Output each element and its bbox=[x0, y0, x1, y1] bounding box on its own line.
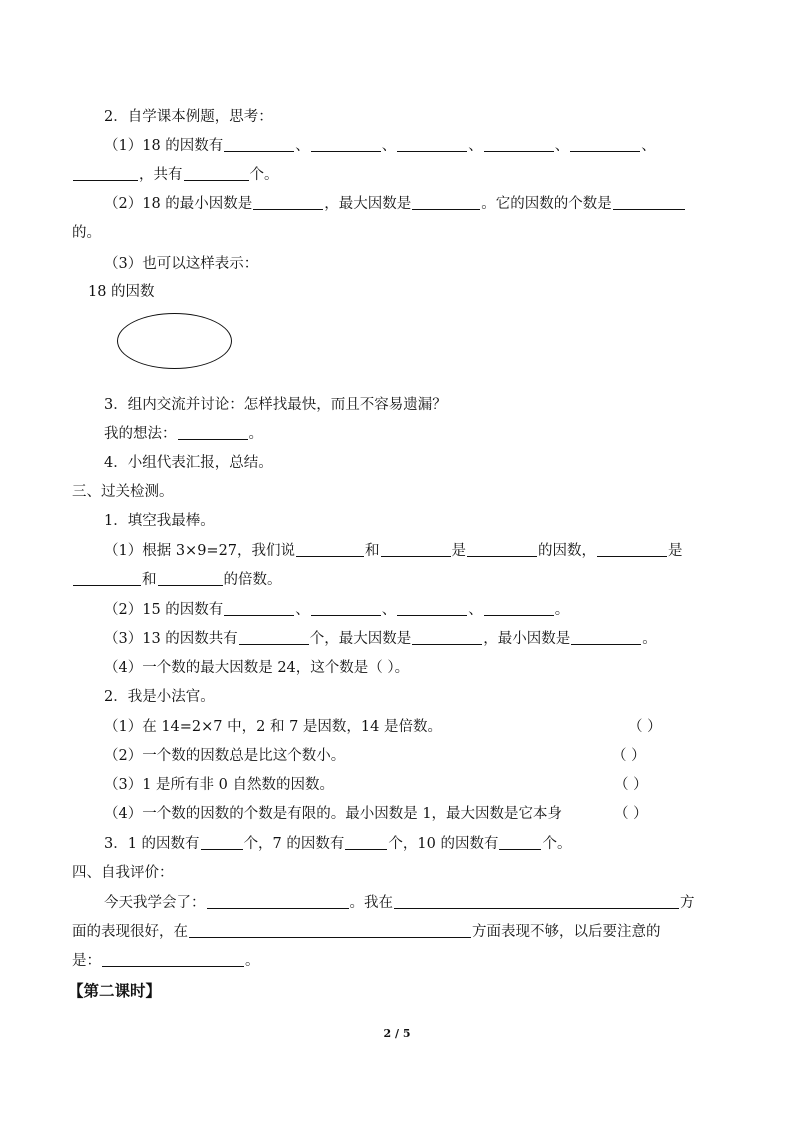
eval-blank[interactable] bbox=[207, 894, 349, 909]
idea-line bbox=[104, 424, 263, 444]
section-3-title: 3．组内交流并讨论：怎样找最快，而且不容易遗漏？ bbox=[104, 397, 447, 413]
eval-text: 。我在 bbox=[349, 895, 393, 911]
answer-blank[interactable] bbox=[571, 630, 641, 645]
answer-blank[interactable] bbox=[239, 630, 309, 645]
fill-1-line bbox=[104, 541, 683, 561]
fill-text: （3）13 的因数共有 bbox=[104, 631, 238, 647]
answer-blank[interactable] bbox=[381, 542, 451, 557]
answer-blank[interactable] bbox=[253, 195, 323, 210]
idea-text: 我的想法： bbox=[104, 426, 177, 442]
answer-blank[interactable] bbox=[224, 137, 294, 152]
part-2-title: 2．我是小法官。 bbox=[104, 689, 215, 705]
eval-text: 方 bbox=[680, 895, 695, 911]
fill-text: 。 bbox=[642, 631, 657, 647]
eval-text: 今天我学会了： bbox=[104, 895, 206, 911]
fill-text: （1）根据 3×9=27，我们说 bbox=[104, 543, 296, 559]
answer-blank[interactable] bbox=[201, 835, 243, 850]
separator: 、 bbox=[554, 138, 570, 154]
fill-text: 和 bbox=[365, 543, 380, 559]
answer-blank[interactable] bbox=[499, 835, 541, 850]
separator: 、 bbox=[295, 602, 310, 618]
separator: 、 bbox=[468, 138, 483, 154]
page-number: 2 / 5 bbox=[383, 1027, 411, 1040]
eval-blank[interactable] bbox=[394, 894, 679, 909]
eval-line-1 bbox=[104, 893, 695, 913]
answer-blank[interactable] bbox=[484, 137, 554, 152]
answer-blank[interactable] bbox=[412, 630, 482, 645]
eval-text: 方面表现不够，以后要注意的 bbox=[472, 924, 661, 940]
lesson-2-heading: 【第二课时】 bbox=[68, 981, 162, 1000]
judge-2-paren[interactable]: （ ） bbox=[612, 748, 646, 764]
fill-3-line bbox=[104, 629, 657, 649]
answer-blank[interactable] bbox=[224, 601, 294, 616]
answer-blank[interactable] bbox=[158, 571, 223, 586]
q2-line bbox=[104, 194, 686, 214]
answer-blank[interactable] bbox=[613, 195, 685, 210]
separator: 、 bbox=[468, 602, 483, 618]
part-3-line bbox=[104, 834, 571, 854]
q2-text: （2）18 的最小因数是 bbox=[104, 196, 253, 212]
fill-text: 个。 bbox=[542, 836, 572, 852]
eval-text: 是： bbox=[72, 953, 101, 969]
part-1-title: 1．填空我最棒。 bbox=[104, 513, 215, 529]
judge-4-text: （4）一个数的因数的个数是有限的。最小因数是 1，最大因数是它本身 bbox=[104, 806, 563, 822]
fill-2-line bbox=[104, 600, 569, 620]
answer-blank[interactable] bbox=[597, 542, 667, 557]
eval-blank[interactable] bbox=[189, 923, 471, 938]
heading-4: 四、自我评价： bbox=[72, 865, 174, 881]
fill-text: 个，7 的因数有 bbox=[243, 836, 345, 852]
section-2-title: 2．自学课本例题，思考： bbox=[104, 109, 273, 125]
set-label: 18 的因数 bbox=[88, 284, 155, 300]
fill-text: 的倍数。 bbox=[223, 572, 282, 588]
fill-text: 是 bbox=[451, 543, 467, 559]
answer-blank[interactable] bbox=[467, 542, 537, 557]
judge-1-paren[interactable]: （ ） bbox=[628, 719, 662, 735]
idea-blank[interactable] bbox=[178, 425, 248, 440]
answer-blank[interactable] bbox=[296, 542, 364, 557]
judge-1-text: （1）在 14=2×7 中，2 和 7 是因数，14 是倍数。 bbox=[104, 719, 442, 735]
eval-text: 面的表现很好，在 bbox=[72, 924, 188, 940]
separator: 、 bbox=[295, 138, 310, 154]
fill-1-line-2 bbox=[72, 570, 282, 590]
fill-4-line: （4）一个数的最大因数是 24，这个数是（ ）。 bbox=[104, 660, 410, 676]
eval-text: 。 bbox=[245, 953, 260, 969]
fill-text: 个，10 的因数有 bbox=[388, 836, 499, 852]
separator: 、 bbox=[641, 138, 656, 154]
judge-4-paren[interactable]: （ ） bbox=[614, 806, 648, 822]
q2-text: 。它的因数的个数是 bbox=[481, 196, 612, 212]
answer-blank[interactable] bbox=[73, 166, 138, 181]
q1-text: 个。 bbox=[249, 167, 279, 183]
eval-line-2 bbox=[72, 922, 661, 942]
q2-text: ，最大因数是 bbox=[324, 196, 412, 212]
answer-blank[interactable] bbox=[397, 137, 467, 152]
answer-blank[interactable] bbox=[311, 601, 381, 616]
q1-text: ，共有 bbox=[139, 167, 183, 183]
answer-blank[interactable] bbox=[484, 601, 554, 616]
answer-blank[interactable] bbox=[73, 571, 141, 586]
q1-line-2 bbox=[72, 165, 279, 185]
q3-line: （3）也可以这样表示： bbox=[104, 256, 259, 272]
judge-2-text: （2）一个数的因数总是比这个数小。 bbox=[104, 748, 346, 764]
eval-blank[interactable] bbox=[102, 952, 244, 967]
answer-blank[interactable] bbox=[184, 166, 249, 181]
fill-text: 和 bbox=[142, 572, 157, 588]
fill-text: 个，最大因数是 bbox=[309, 631, 412, 647]
fill-text: 是 bbox=[668, 543, 683, 559]
eval-line-3 bbox=[72, 951, 260, 971]
answer-blank[interactable] bbox=[412, 195, 480, 210]
q1-line bbox=[104, 136, 656, 156]
idea-text: 。 bbox=[248, 426, 263, 442]
judge-3-text: （3）1 是所有非 0 自然数的因数。 bbox=[104, 777, 335, 793]
fill-text: 。 bbox=[554, 602, 570, 618]
fill-text: （2）15 的因数有 bbox=[104, 602, 224, 618]
heading-3: 三、过关检测。 bbox=[72, 484, 174, 500]
factor-set-ellipse[interactable] bbox=[117, 313, 232, 369]
answer-blank[interactable] bbox=[345, 835, 387, 850]
fill-text: 3．1 的因数有 bbox=[104, 836, 200, 852]
q1-text: （1）18 的因数有 bbox=[104, 138, 224, 154]
fill-text: ，最小因数是 bbox=[483, 631, 571, 647]
answer-blank[interactable] bbox=[397, 601, 467, 616]
answer-blank[interactable] bbox=[311, 137, 381, 152]
separator: 、 bbox=[381, 138, 397, 154]
judge-3-paren[interactable]: （ ） bbox=[614, 777, 648, 793]
fill-text: 的因数， bbox=[538, 543, 597, 559]
section-4-title: 4．小组代表汇报，总结。 bbox=[104, 455, 273, 471]
separator: 、 bbox=[381, 602, 397, 618]
answer-blank[interactable] bbox=[570, 137, 640, 152]
q2-line-2: 的。 bbox=[72, 225, 101, 241]
